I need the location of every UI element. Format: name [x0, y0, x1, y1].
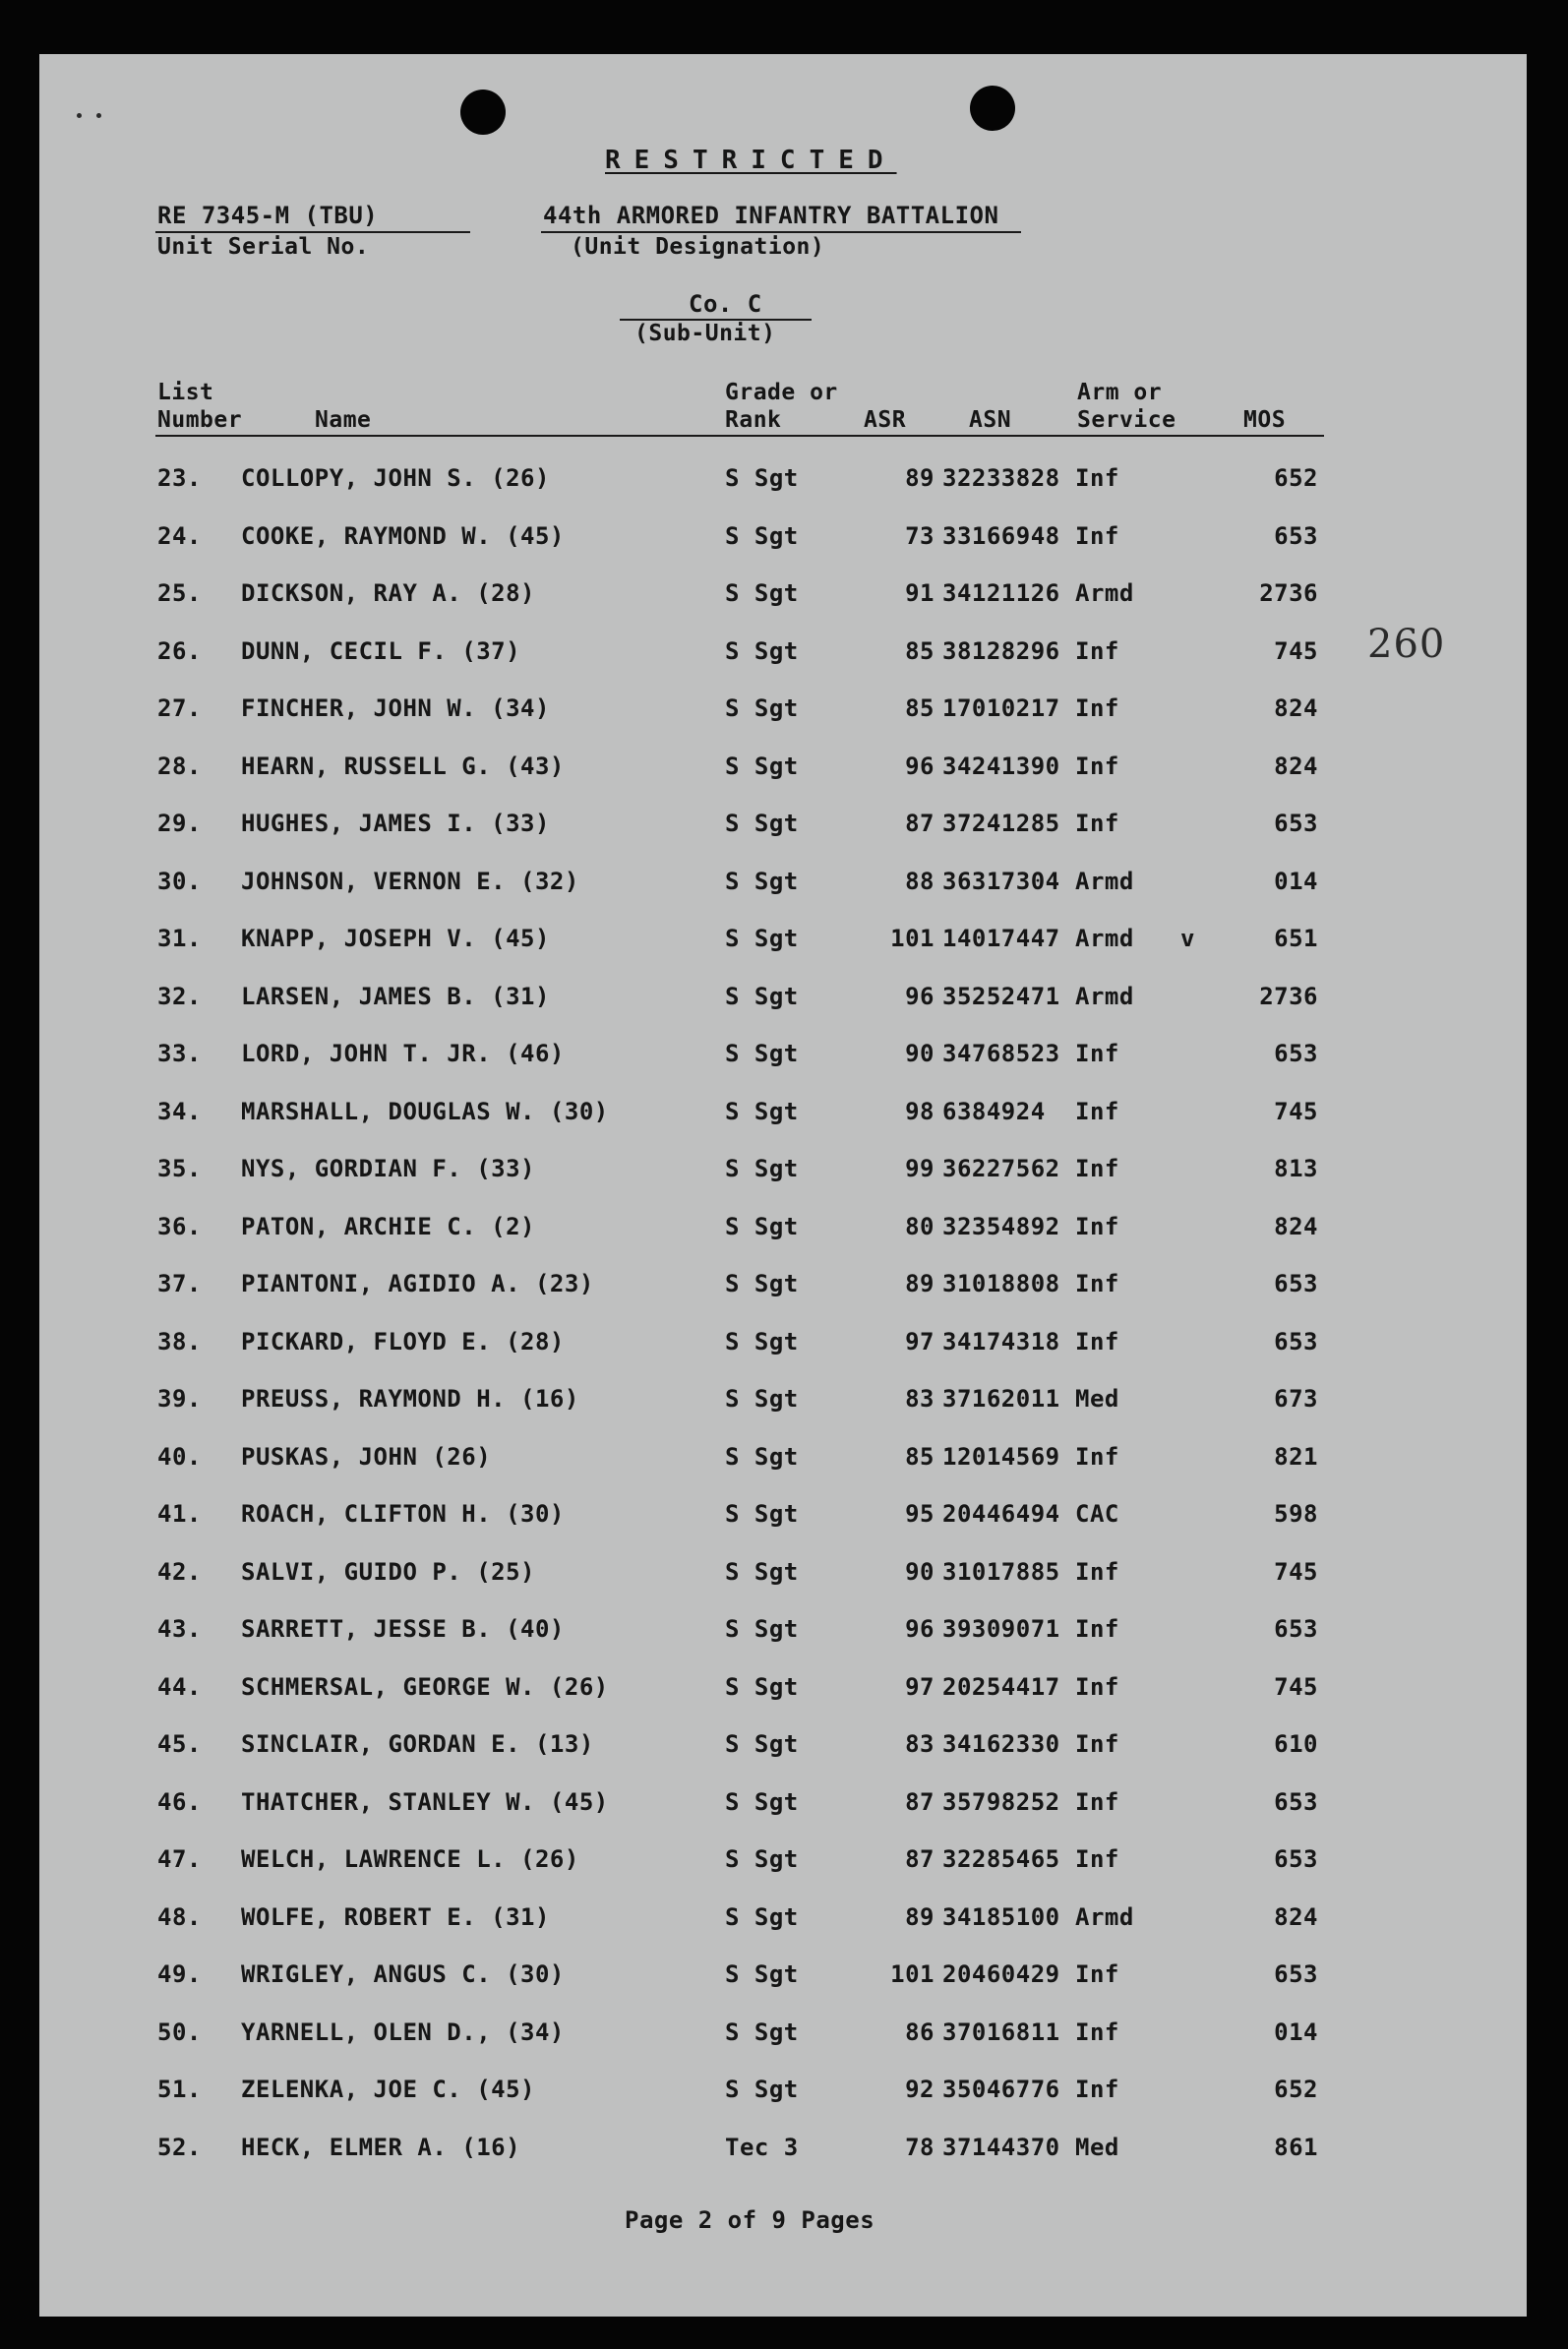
arm-service-cell: Armd [1075, 1902, 1134, 1931]
grade-cell: S Sgt [725, 1212, 799, 1240]
mos-cell: 653 [1274, 1327, 1318, 1355]
column-header-service: Service [1077, 407, 1176, 433]
list-number: 24. [157, 521, 202, 550]
asn-cell: 32285465 [942, 1845, 1060, 1873]
name-cell: ROACH, CLIFTON H. (30) [241, 1500, 565, 1528]
list-number: 26. [157, 636, 202, 665]
name-cell: PUSKAS, JOHN (26) [241, 1442, 492, 1471]
name-cell: SCHMERSAL, GEORGE W. (26) [241, 1672, 609, 1701]
table-row [39, 1379, 1527, 1418]
grade-cell: S Sgt [725, 1557, 799, 1586]
mos-cell: 014 [1274, 867, 1318, 895]
asr-cell: 85 [905, 1442, 935, 1471]
arm-service-cell: Inf [1075, 521, 1119, 550]
list-number: 25. [157, 579, 202, 607]
table-row [39, 804, 1527, 843]
unit-serial-label: Unit Serial No. [157, 234, 370, 260]
column-header-rule [155, 435, 1324, 437]
arm-service-cell: Inf [1075, 636, 1119, 665]
table-row [39, 689, 1527, 728]
asn-cell: 12014569 [942, 1442, 1060, 1471]
asn-cell: 37241285 [942, 810, 1060, 837]
asr-cell: 90 [905, 1557, 935, 1586]
list-number: 43. [157, 1615, 202, 1643]
name-cell: PATON, ARCHIE C. (2) [241, 1212, 535, 1240]
asr-cell: 96 [905, 752, 935, 780]
table-row [39, 1552, 1527, 1592]
grade-cell: S Sgt [725, 1500, 799, 1528]
asr-cell: 97 [905, 1327, 935, 1355]
table-row [39, 1609, 1527, 1649]
asr-cell: 80 [905, 1212, 935, 1240]
asn-cell: 20254417 [942, 1672, 1060, 1701]
grade-cell: S Sgt [725, 982, 799, 1010]
unit-designation-label: (Unit Designation) [571, 234, 825, 260]
list-number: 30. [157, 867, 202, 895]
name-cell: WELCH, LAWRENCE L. (26) [241, 1845, 579, 1873]
name-cell: PREUSS, RAYMOND H. (16) [241, 1385, 579, 1413]
grade-cell: S Sgt [725, 867, 799, 895]
grade-cell: S Sgt [725, 1270, 799, 1297]
paper-speck [96, 113, 101, 118]
asr-cell: 101 [890, 925, 935, 952]
asn-cell: 31018808 [942, 1270, 1060, 1297]
arm-service-cell: Armd [1075, 579, 1134, 607]
grade-cell: S Sgt [725, 1902, 799, 1931]
mos-cell: 745 [1274, 636, 1318, 665]
paper-speck [77, 113, 82, 118]
list-number: 44. [157, 1672, 202, 1701]
page-footer: Page 2 of 9 Pages [625, 2206, 875, 2234]
list-number: 31. [157, 925, 202, 952]
arm-service-cell: Inf [1075, 1960, 1119, 1988]
column-header-list: List [157, 380, 214, 405]
table-row [39, 1667, 1527, 1707]
punch-hole [460, 90, 506, 135]
asr-cell: 78 [905, 2133, 935, 2161]
asn-cell: 34121126 [942, 579, 1060, 607]
list-number: 40. [157, 1442, 202, 1471]
arm-service-cell: CAC [1075, 1500, 1119, 1528]
arm-service-cell: Inf [1075, 464, 1119, 492]
arm-service-cell: Armd [1075, 867, 1134, 895]
arm-service-cell: Inf [1075, 1040, 1119, 1067]
name-cell: DUNN, CECIL F. (37) [241, 636, 521, 665]
name-cell: MARSHALL, DOUGLAS W. (30) [241, 1097, 609, 1125]
asn-cell: 39309071 [942, 1615, 1060, 1643]
arm-service-cell: Inf [1075, 1787, 1119, 1816]
table-row [39, 1437, 1527, 1476]
name-cell: LARSEN, JAMES B. (31) [241, 982, 550, 1010]
arm-service-cell: Inf [1075, 1327, 1119, 1355]
table-row [39, 1724, 1527, 1764]
asr-cell: 86 [905, 2018, 935, 2046]
column-header-rank: Rank [725, 407, 782, 433]
mos-cell: 824 [1274, 1212, 1318, 1240]
grade-cell: S Sgt [725, 1730, 799, 1758]
arm-service-cell: Med [1075, 1385, 1119, 1413]
check-mark: v [1180, 925, 1195, 952]
list-number: 28. [157, 752, 202, 780]
grade-cell: S Sgt [725, 1960, 799, 1988]
name-cell: JOHNSON, VERNON E. (32) [241, 867, 579, 895]
list-number: 49. [157, 1960, 202, 1988]
asr-cell: 89 [905, 464, 935, 492]
arm-service-cell: Inf [1075, 1270, 1119, 1297]
asn-cell: 34185100 [942, 1902, 1060, 1931]
asr-cell: 83 [905, 1385, 935, 1413]
table-row [39, 919, 1527, 958]
list-number: 39. [157, 1385, 202, 1413]
grade-cell: S Sgt [725, 1385, 799, 1413]
asn-cell: 37016811 [942, 2018, 1060, 2046]
arm-service-cell: Inf [1075, 1730, 1119, 1758]
name-cell: SALVI, GUIDO P. (25) [241, 1557, 535, 1586]
table-row [39, 1839, 1527, 1879]
column-header-arm: Arm or [1077, 380, 1163, 405]
mos-cell: 652 [1274, 464, 1318, 492]
grade-cell: S Sgt [725, 636, 799, 665]
table-row [39, 747, 1527, 786]
name-cell: FINCHER, JOHN W. (34) [241, 694, 550, 722]
unit-designation-value: 44th ARMORED INFANTRY BATTALION [543, 202, 999, 229]
name-cell: WOLFE, ROBERT E. (31) [241, 1902, 550, 1931]
arm-service-cell: Inf [1075, 810, 1119, 837]
arm-service-cell: Inf [1075, 1097, 1119, 1125]
table-row [39, 1149, 1527, 1188]
column-header-mos: MOS [1243, 407, 1287, 433]
mos-cell: 821 [1274, 1442, 1318, 1471]
asr-cell: 96 [905, 1615, 935, 1643]
sub-unit-label: (Sub-Unit) [634, 321, 776, 346]
mos-cell: 014 [1274, 2018, 1318, 2046]
grade-cell: S Sgt [725, 2018, 799, 2046]
margin-stamp-number: 260 [1367, 622, 1446, 667]
name-cell: WRIGLEY, ANGUS C. (30) [241, 1960, 565, 1988]
asr-cell: 95 [905, 1500, 935, 1528]
mos-cell: 745 [1274, 1557, 1318, 1586]
asr-cell: 96 [905, 982, 935, 1010]
name-cell: NYS, GORDIAN F. (33) [241, 1155, 535, 1182]
list-number: 47. [157, 1845, 202, 1873]
asr-cell: 87 [905, 1845, 935, 1873]
name-cell: PICKARD, FLOYD E. (28) [241, 1327, 565, 1355]
table-row [39, 1092, 1527, 1131]
mos-cell: 653 [1274, 1787, 1318, 1816]
list-number: 41. [157, 1500, 202, 1528]
mos-cell: 653 [1274, 1845, 1318, 1873]
mos-cell: 653 [1274, 1615, 1318, 1643]
asr-cell: 90 [905, 1040, 935, 1067]
list-number: 45. [157, 1730, 202, 1758]
asn-cell: 36227562 [942, 1155, 1060, 1182]
grade-cell: S Sgt [725, 1787, 799, 1816]
table-row [39, 977, 1527, 1016]
grade-cell: S Sgt [725, 1672, 799, 1701]
grade-cell: S Sgt [725, 1155, 799, 1182]
grade-cell: S Sgt [725, 752, 799, 780]
name-cell: ZELENKA, JOE C. (45) [241, 2076, 535, 2103]
table-row [39, 1264, 1527, 1303]
mos-cell: 598 [1274, 1500, 1318, 1528]
grade-cell: S Sgt [725, 521, 799, 550]
asn-cell: 34241390 [942, 752, 1060, 780]
arm-service-cell: Inf [1075, 694, 1119, 722]
mos-cell: 861 [1274, 2133, 1318, 2161]
asn-cell: 31017885 [942, 1557, 1060, 1586]
list-number: 42. [157, 1557, 202, 1586]
table-row [39, 573, 1527, 613]
name-cell: SINCLAIR, GORDAN E. (13) [241, 1730, 594, 1758]
name-cell: DICKSON, RAY A. (28) [241, 579, 535, 607]
asn-cell: 34162330 [942, 1730, 1060, 1758]
asn-cell: 35252471 [942, 982, 1060, 1010]
mos-cell: 673 [1274, 1385, 1318, 1413]
column-header-number: Number [157, 407, 243, 433]
arm-service-cell: Inf [1075, 1615, 1119, 1643]
asn-cell: 32233828 [942, 464, 1060, 492]
list-number: 29. [157, 810, 202, 837]
mos-cell: 2736 [1259, 982, 1318, 1010]
table-row [39, 2013, 1527, 2052]
table-row [39, 1897, 1527, 1937]
asr-cell: 92 [905, 2076, 935, 2103]
list-number: 52. [157, 2133, 202, 2161]
mos-cell: 652 [1274, 2076, 1318, 2103]
asr-cell: 87 [905, 810, 935, 837]
name-cell: PIANTONI, AGIDIO A. (23) [241, 1270, 594, 1297]
column-header-asn: ASN [969, 407, 1012, 433]
asn-cell: 37162011 [942, 1385, 1060, 1413]
arm-service-cell: Inf [1075, 752, 1119, 780]
list-number: 23. [157, 464, 202, 492]
name-cell: COLLOPY, JOHN S. (26) [241, 464, 550, 492]
asn-cell: 34174318 [942, 1327, 1060, 1355]
asr-cell: 83 [905, 1730, 935, 1758]
asn-cell: 35046776 [942, 2076, 1060, 2103]
classification-heading: RESTRICTED [605, 146, 897, 175]
asr-cell: 89 [905, 1902, 935, 1931]
mos-cell: 653 [1274, 1960, 1318, 1988]
arm-service-cell: Inf [1075, 1557, 1119, 1586]
asn-cell: 36317304 [942, 867, 1060, 895]
asn-cell: 20446494 [942, 1500, 1060, 1528]
mos-cell: 2736 [1259, 579, 1318, 607]
asn-cell: 6384924 [942, 1097, 1046, 1125]
list-number: 50. [157, 2018, 202, 2046]
list-number: 38. [157, 1327, 202, 1355]
grade-cell: S Sgt [725, 1327, 799, 1355]
asn-cell: 37144370 [942, 2133, 1060, 2161]
grade-cell: S Sgt [725, 694, 799, 722]
table-row [39, 1322, 1527, 1361]
name-cell: KNAPP, JOSEPH V. (45) [241, 925, 550, 952]
list-number: 51. [157, 2076, 202, 2103]
table-row [39, 632, 1527, 671]
asn-cell: 32354892 [942, 1212, 1060, 1240]
asn-cell: 20460429 [942, 1960, 1060, 1988]
grade-cell: S Sgt [725, 2076, 799, 2103]
list-number: 48. [157, 1902, 202, 1931]
list-number: 33. [157, 1040, 202, 1067]
grade-cell: S Sgt [725, 464, 799, 492]
arm-service-cell: Inf [1075, 2018, 1119, 2046]
mos-cell: 651 [1274, 925, 1318, 952]
grade-cell: S Sgt [725, 925, 799, 952]
list-number: 37. [157, 1270, 202, 1297]
list-number: 35. [157, 1155, 202, 1182]
asr-cell: 85 [905, 636, 935, 665]
arm-service-cell: Inf [1075, 1845, 1119, 1873]
column-header-name: Name [315, 407, 372, 433]
table-row [39, 1034, 1527, 1073]
mos-cell: 813 [1274, 1155, 1318, 1182]
sub-unit-value: Co. C [689, 290, 762, 318]
asn-cell: 34768523 [942, 1040, 1060, 1067]
mos-cell: 745 [1274, 1672, 1318, 1701]
name-cell: COOKE, RAYMOND W. (45) [241, 521, 565, 550]
arm-service-cell: Med [1075, 2133, 1119, 2161]
name-cell: HECK, ELMER A. (16) [241, 2133, 521, 2161]
grade-cell: S Sgt [725, 1097, 799, 1125]
mos-cell: 653 [1274, 1040, 1318, 1067]
asr-cell: 97 [905, 1672, 935, 1701]
asr-cell: 89 [905, 1270, 935, 1297]
grade-cell: S Sgt [725, 810, 799, 837]
grade-cell: S Sgt [725, 1845, 799, 1873]
mos-cell: 610 [1274, 1730, 1318, 1758]
arm-service-cell: Inf [1075, 1442, 1119, 1471]
asn-cell: 38128296 [942, 636, 1060, 665]
arm-service-cell: Armd [1075, 925, 1134, 952]
mos-cell: 824 [1274, 752, 1318, 780]
list-number: 36. [157, 1212, 202, 1240]
table-row [39, 1207, 1527, 1246]
asr-cell: 98 [905, 1097, 935, 1125]
name-cell: LORD, JOHN T. JR. (46) [241, 1040, 565, 1067]
mos-cell: 653 [1274, 1270, 1318, 1297]
asr-cell: 73 [905, 521, 935, 550]
arm-service-cell: Inf [1075, 1672, 1119, 1701]
arm-service-cell: Inf [1075, 1155, 1119, 1182]
grade-cell: S Sgt [725, 1040, 799, 1067]
grade-cell: S Sgt [725, 1442, 799, 1471]
arm-service-cell: Inf [1075, 2076, 1119, 2103]
list-number: 46. [157, 1787, 202, 1816]
asr-cell: 101 [890, 1960, 935, 1988]
table-row [39, 516, 1527, 556]
name-cell: SARRETT, JESSE B. (40) [241, 1615, 565, 1643]
table-row [39, 862, 1527, 901]
column-header-grade: Grade or [725, 380, 838, 405]
column-header-asr: ASR [864, 407, 907, 433]
asr-cell: 99 [905, 1155, 935, 1182]
table-row [39, 2070, 1527, 2109]
asn-cell: 33166948 [942, 521, 1060, 550]
asr-cell: 85 [905, 694, 935, 722]
table-row [39, 1494, 1527, 1534]
grade-cell: Tec 3 [725, 2133, 799, 2161]
list-number: 32. [157, 982, 202, 1010]
asn-cell: 17010217 [942, 694, 1060, 722]
asn-cell: 35798252 [942, 1787, 1060, 1816]
name-cell: THATCHER, STANLEY W. (45) [241, 1787, 609, 1816]
name-cell: HEARN, RUSSELL G. (43) [241, 752, 565, 780]
list-number: 34. [157, 1097, 202, 1125]
asr-cell: 91 [905, 579, 935, 607]
table-row [39, 2128, 1527, 2167]
grade-cell: S Sgt [725, 1615, 799, 1643]
table-row [39, 458, 1527, 498]
arm-service-cell: Armd [1075, 982, 1134, 1010]
mos-cell: 745 [1274, 1097, 1318, 1125]
mos-cell: 824 [1274, 1902, 1318, 1931]
name-cell: HUGHES, JAMES I. (33) [241, 810, 550, 837]
punch-hole [970, 86, 1015, 131]
table-row [39, 1955, 1527, 1994]
unit-serial-value: RE 7345-M (TBU) [157, 202, 379, 229]
asr-cell: 88 [905, 867, 935, 895]
table-row [39, 1782, 1527, 1822]
grade-cell: S Sgt [725, 579, 799, 607]
mos-cell: 653 [1274, 810, 1318, 837]
name-cell: YARNELL, OLEN D., (34) [241, 2018, 565, 2046]
document-page [39, 54, 1527, 2317]
mos-cell: 653 [1274, 521, 1318, 550]
list-number: 27. [157, 694, 202, 722]
arm-service-cell: Inf [1075, 1212, 1119, 1240]
asr-cell: 87 [905, 1787, 935, 1816]
asn-cell: 14017447 [942, 925, 1060, 952]
mos-cell: 824 [1274, 694, 1318, 722]
